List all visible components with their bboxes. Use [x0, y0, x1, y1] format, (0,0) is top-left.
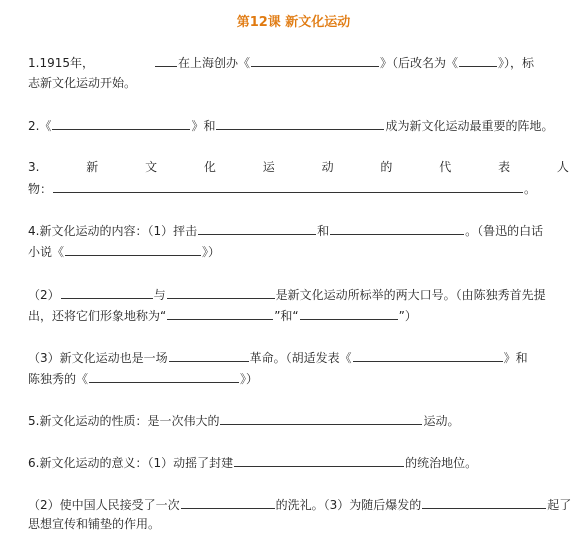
q3-word: 人 [556, 160, 569, 174]
q6-blank-3[interactable] [422, 496, 546, 509]
q4-text-c: 。（鲁迅的白话 [465, 224, 544, 238]
question-6-line-3: 思想宣传和铺垫的作用。 [28, 517, 161, 531]
q6-text-c: （2）使中国人民接受了一次 [28, 498, 180, 512]
q4-3-text-a: （3）新文化运动也是一场 [28, 351, 168, 365]
question-6-line-2 [28, 496, 571, 513]
q5-text-b: 运动。 [423, 414, 460, 428]
q5-text-a: 5.新文化运动的性质：是一次伟大的 [28, 414, 220, 428]
question-1-line-1 [28, 54, 534, 71]
q3-word: 代 [439, 160, 452, 174]
q3-word: 化 [203, 160, 216, 174]
q1-text-d: 》），标 [498, 56, 535, 70]
question-1-line-2: 志新文化运动开始。 [28, 76, 137, 90]
q1-blank-magazine[interactable] [251, 54, 379, 67]
question-3-line-2 [28, 180, 536, 197]
q4-blank-novel[interactable] [65, 243, 201, 256]
q5-blank-1[interactable] [220, 412, 422, 425]
q4-3-blank-2[interactable] [353, 349, 503, 362]
question-5 [28, 412, 459, 429]
q1-text-c: 》（后改名为《 [380, 56, 459, 70]
q1-text-b: 在上海创办《 [178, 56, 251, 70]
q6-blank-1[interactable] [234, 454, 404, 467]
q3-text-a: 物： [28, 182, 53, 196]
q4-2-text-e: ”和“ [274, 309, 299, 323]
q4-2-text-d: 出，还将它们形象地称为“ [28, 309, 167, 323]
question-4-3-line-1 [28, 349, 528, 366]
question-4-3-line-2 [28, 370, 258, 387]
q3-word: 动 [321, 160, 334, 174]
q4-text-e: 》） [202, 245, 221, 259]
q4-text-d: 小说《 [28, 245, 65, 259]
q4-3-blank-3[interactable] [89, 370, 239, 383]
question-4-2-line-2 [28, 307, 417, 324]
q4-2-blank-3[interactable] [167, 307, 273, 320]
q3-blank-representatives[interactable] [53, 180, 523, 193]
q2-blank-2[interactable] [216, 117, 384, 130]
question-4-line-2 [28, 243, 220, 260]
q3-word: 文 [145, 160, 158, 174]
q1-blank-new-name[interactable] [459, 54, 497, 67]
q6-text-e: 起了 [547, 498, 572, 512]
q6-text-d: 的洗礼。（3）为随后爆发的 [275, 498, 422, 512]
q3-word: 表 [498, 160, 511, 174]
q4-2-text-a: （2） [28, 288, 60, 302]
question-3-line-1 [28, 159, 569, 175]
question-4-line-1 [28, 222, 543, 239]
q4-2-text-c: 是新文化运动所标举的两大口号。（由陈独秀首先提 [275, 288, 546, 302]
question-4-2-line-1 [28, 286, 546, 303]
q4-3-text-e: 》） [240, 372, 259, 386]
q4-2-text-f: ”） [398, 309, 417, 323]
q2-blank-1[interactable] [52, 117, 190, 130]
q4-3-text-b: 革命。（胡适发表《 [249, 351, 352, 365]
q4-2-blank-1[interactable] [61, 286, 153, 299]
q2-text-a: 2.《 [28, 119, 52, 133]
q2-text-b: 》和 [191, 119, 216, 133]
page-title: 第12课 新文化运动 [236, 15, 351, 30]
q3-word: 新 [86, 160, 99, 174]
q2-text-c: 成为新文化运动最重要的阵地。 [385, 119, 554, 133]
q4-2-blank-4[interactable] [300, 307, 398, 320]
q6-blank-2[interactable] [181, 496, 275, 509]
question-6-line-1 [28, 454, 477, 471]
q4-3-text-d: 陈独秀的《 [28, 372, 89, 386]
q6-text-b: 的统治地位。 [405, 456, 478, 470]
q4-3-text-c: 》和 [503, 351, 528, 365]
q4-2-blank-2[interactable] [167, 286, 275, 299]
q6-text-a: 6.新文化运动的意义：（1）动摇了封建 [28, 456, 234, 470]
q4-text-a: 4.新文化运动的内容：（1）抨击 [28, 224, 198, 238]
q1-blank-founder[interactable] [155, 54, 177, 67]
q4-3-blank-1[interactable] [169, 349, 249, 362]
q4-blank-2[interactable] [330, 222, 464, 235]
q3-word: 3. [28, 160, 40, 174]
q3-word: 运 [262, 160, 275, 174]
q4-2-text-b: 与 [153, 288, 166, 302]
q4-blank-1[interactable] [198, 222, 316, 235]
q3-word: 的 [380, 160, 393, 174]
q1-text-a: 1.1915年， [28, 56, 94, 70]
question-2 [28, 117, 553, 134]
q4-text-b: 和 [317, 224, 330, 238]
q3-text-b: 。 [524, 182, 537, 196]
